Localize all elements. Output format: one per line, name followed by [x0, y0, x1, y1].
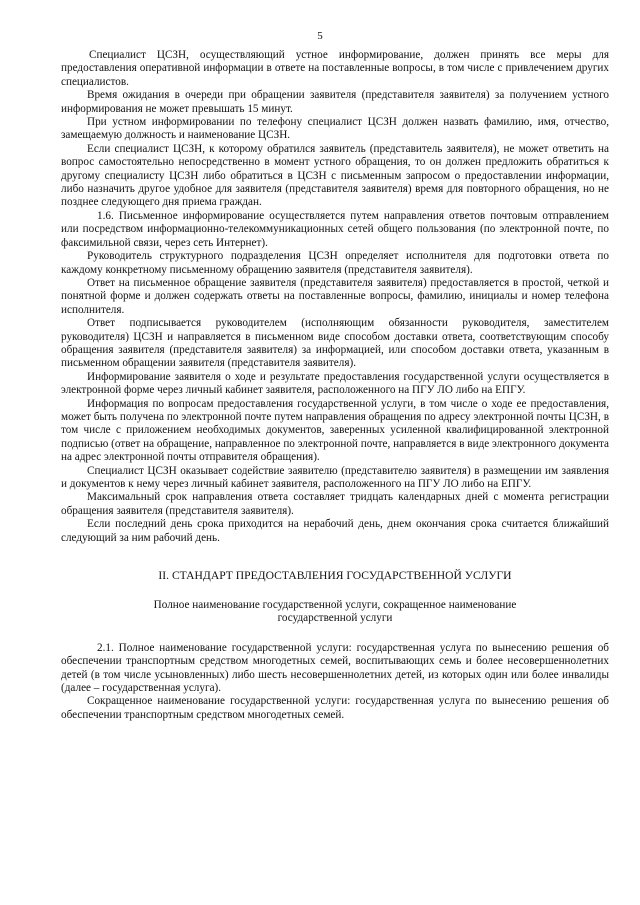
paragraph: Руководитель структурного подразделения ЦСЗН определяет исполнителя для подготовки ответа по каждому конкретному письменному обращению заявителя (представителя заявителя). — [61, 250, 609, 276]
page-number: 5 — [317, 30, 323, 42]
paragraph: При устном информировании по телефону специалист ЦСЗН должен назвать фамилию, имя, отчество, замещаемую должность и наименование ЦСЗН. — [61, 116, 609, 142]
paragraph: Максимальный срок направления ответа составляет тридцать календарных дней с момента регистрации обращения заявителя (представителя заявителя). — [61, 491, 609, 517]
paragraph: Если специалист ЦСЗН, к которому обратился заявитель (представитель заявителя), не может ответить на вопрос самостоятельно непосредственно в момент устного обращения, то он должен предложить обратиться к другому специалисту ЦСЗН либо обратиться в ЦСЗН с письменным запросом о предоставлении информации, либо назначить другое удобное для заявителя (представителя заявителя) время для повторного обращения, но не позднее следующего дня приема граждан. — [61, 142, 609, 209]
document-body — [61, 49, 609, 722]
paragraph: Ответ подписывается руководителем (исполняющим обязанности руководителя, заместителем руководителя) ЦСЗН и направляется в письменном виде способом доставки ответа, соответствующим способу обращения заявителя (представителя заявителя) за информацией, или способом доставки ответа, указанным в письменном обращении заявителя (представителя заявителя). — [61, 317, 609, 370]
paragraph: 2.1. Полное наименование государственной услуги: государственная услуга по вынесению решения об обеспечении транспортным средством многодетных семей, воспитывающих семь и более несовершеннолетних детей (в том числе усыновленных) либо шесть несовершеннолетних детей, из которых один или более инвалиды (далее – государственная услуга). — [61, 641, 609, 695]
paragraph: Ответ на письменное обращение заявителя (представителя заявителя) предоставляется в простой, четкой и понятной форме и должен содержать ответы на поставленные вопросы, фамилию, инициалы и номер телефона исполнителя. — [61, 276, 609, 316]
paragraph: Сокращенное наименование государственной услуги: государственная услуга по вынесению решения об обеспечении транспортным средством многодетных семей. — [61, 695, 609, 721]
subheading: Полное наименование государственной услуги, сокращенное наименование государственной услуги — [153, 599, 517, 625]
section-title: II. СТАНДАРТ ПРЕДОСТАВЛЕНИЯ ГОСУДАРСТВЕННОЙ УСЛУГИ — [158, 569, 512, 583]
paragraph: Специалист ЦСЗН, осуществляющий устное информирование, должен принять все меры для предоставления оперативной информации в ответе на поставленные вопросы, в том числе с привлечением других специалистов. — [61, 49, 609, 88]
paragraph: Информация по вопросам предоставления государственной услуги, в том числе о ходе ее предоставления, может быть получена по электронной почте путем направления обращения по адресу электронной почты ЦСЗН, в том числе с приложением необходимых документов, заверенных усиленной квалифицированной электронной подписью (ответ на обращение, направленное по электронной почте, направляется в виде электронного документа на адрес электронной почты отправителя обращения). — [61, 397, 609, 464]
paragraph: Если последний день срока приходится на нерабочий день, днем окончания срока считается ближайший следующий за ним рабочий день. — [61, 518, 609, 544]
paragraph: Специалист ЦСЗН оказывает содействие заявителю (представителю заявителя) в размещении им заявления и документов к нему через личный кабинет заявителя, расположенного на ПГУ ЛО либо на ЕПГУ. — [61, 464, 609, 490]
paragraph: Время ожидания в очереди при обращении заявителя (представителя заявителя) за получением устного информирования не может превышать 15 минут. — [61, 89, 609, 115]
paragraph: Информирование заявителя о ходе и результате предоставления государственной услуги осуществляется в электронной форме через личный кабинет заявителя, расположенного на ПГУ ЛО либо на ЕПГУ. — [61, 370, 609, 397]
paragraph: 1.6. Письменное информирование осуществляется путем направления ответов почтовым отправлением или посредством информационно-телекоммуникационных сетей общего пользования (по электронной почте, по факсимильной связи, через сеть Интернет). — [61, 209, 609, 249]
